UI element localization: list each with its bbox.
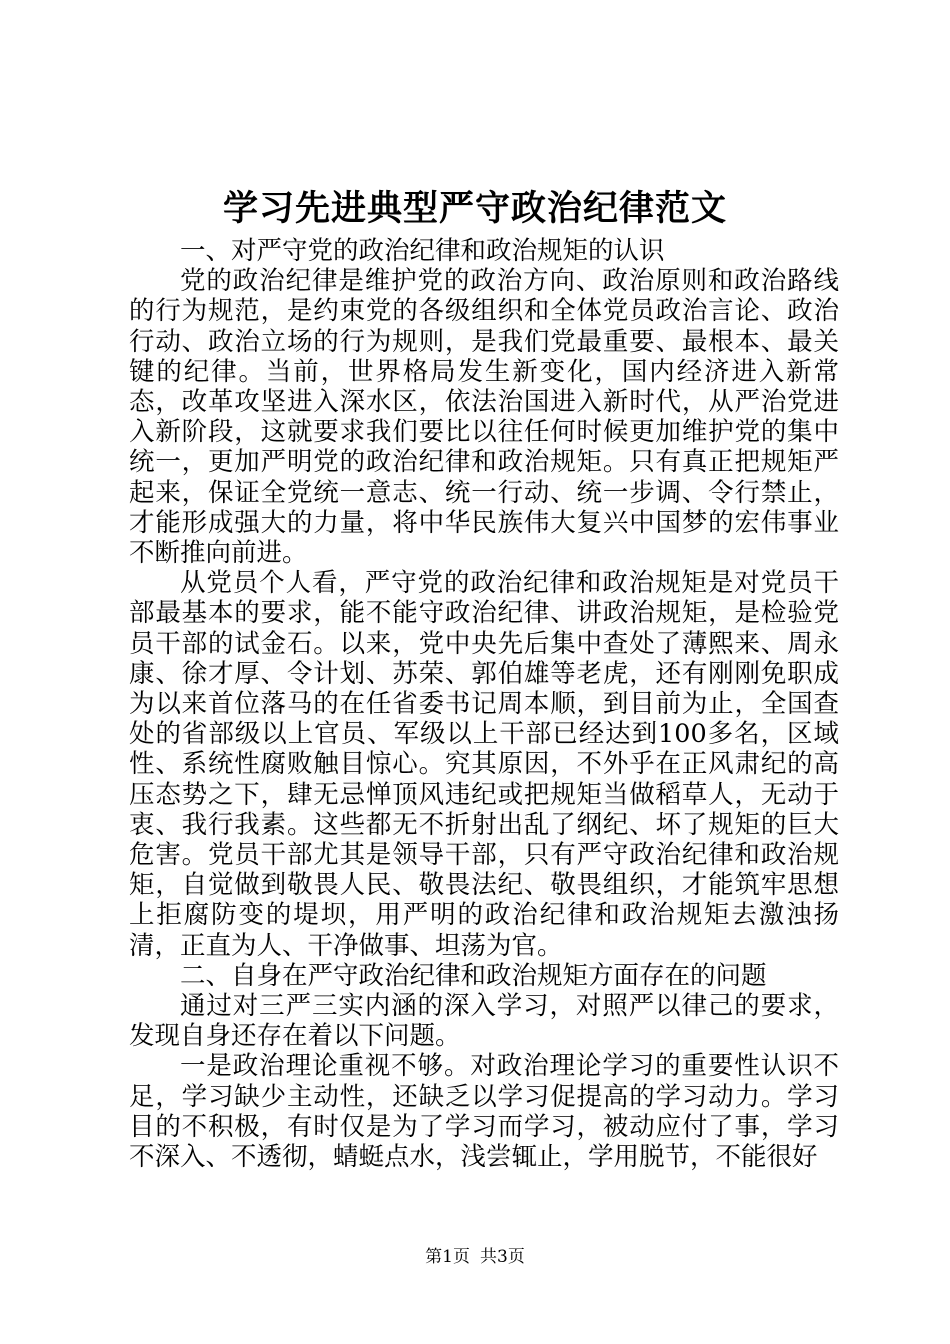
document-title: 学习先进典型严守政治纪律范文 xyxy=(222,188,727,229)
page-number: 第1页 xyxy=(425,1247,470,1267)
section-heading-1: 一、对严守党的政治纪律和政治规矩的认识 xyxy=(180,236,665,266)
section-heading-2: 二、自身在严守政治纪律和政治规矩方面存在的问题 xyxy=(180,960,767,991)
body-paragraph: 一是政治理论重视不够。对政治理论学习的重要性认识不足，学习缺少主动性，还缺乏以学习促提高的学习动力。学习目的不积极，有时仅是为了学习而学习，被动应付了事，学习不深入、不透彻，蜻蜓点水，浅尝辄止，学用脱节，不能很好 xyxy=(129,1051,839,1173)
document-body xyxy=(129,236,839,1172)
body-paragraph: 从党员个人看，严守党的政治纪律和政治规矩是对党员干部最基本的要求，能不能守政治纪律、讲政治规矩，是检验党员干部的试金石。以来，党中央先后集中查处了薄熙来、周永康、徐才厚、令计划、苏荣、郭伯雄等老虎，还有刚刚免职成为以来首位落马的在任省委书记周本顺，到目前为止，全国查处的省部级以上官员、军级以上干部已经达到100多名，区域性、系统性腐败触目惊心。究其原因，不外乎在正风肃纪的高压态势之下，肆无忌惮顶风违纪或把规矩当做稻草人，无动于衷、我行我素。这些都无不折射出乱了纲纪、坏了规矩的巨大危害。党员干部尤其是领导干部，只有严守政治纪律和政治规矩，自觉做到敬畏人民、敬畏法纪、敬畏组织，才能筑牢思想上拒腐防变的堤坝，用严明的政治纪律和政治规矩去激浊扬清，正直为人、干净做事、坦荡为官。 xyxy=(129,568,839,961)
page-total: 共3页 xyxy=(480,1247,525,1267)
body-paragraph: 通过对三严三实内涵的深入学习，对照严以律己的要求，发现自身还存在着以下问题。 xyxy=(129,991,839,1052)
page-footer xyxy=(0,1245,950,1269)
body-paragraph: 党的政治纪律是维护党的政治方向、政治原则和政治路线的行为规范，是约束党的各级组织和全体党员政治言论、政治行动、政治立场的行为规则，是我们党最重要、最根本、最关键的纪律。当前，世界格局发生新变化，国内经济进入新常态，改革攻坚进入深水区，依法治国进入新时代，从严治党进入新阶段，这就要求我们要比以往任何时候更加维护党的集中统一，更加严明党的政治纪律和政治规矩。只有真正把规矩严起来，保证全党统一意志、统一行动、统一步调、令行禁止，才能形成强大的力量，将中华民族伟大复兴中国梦的宏伟事业不断推向前进。 xyxy=(129,266,839,569)
